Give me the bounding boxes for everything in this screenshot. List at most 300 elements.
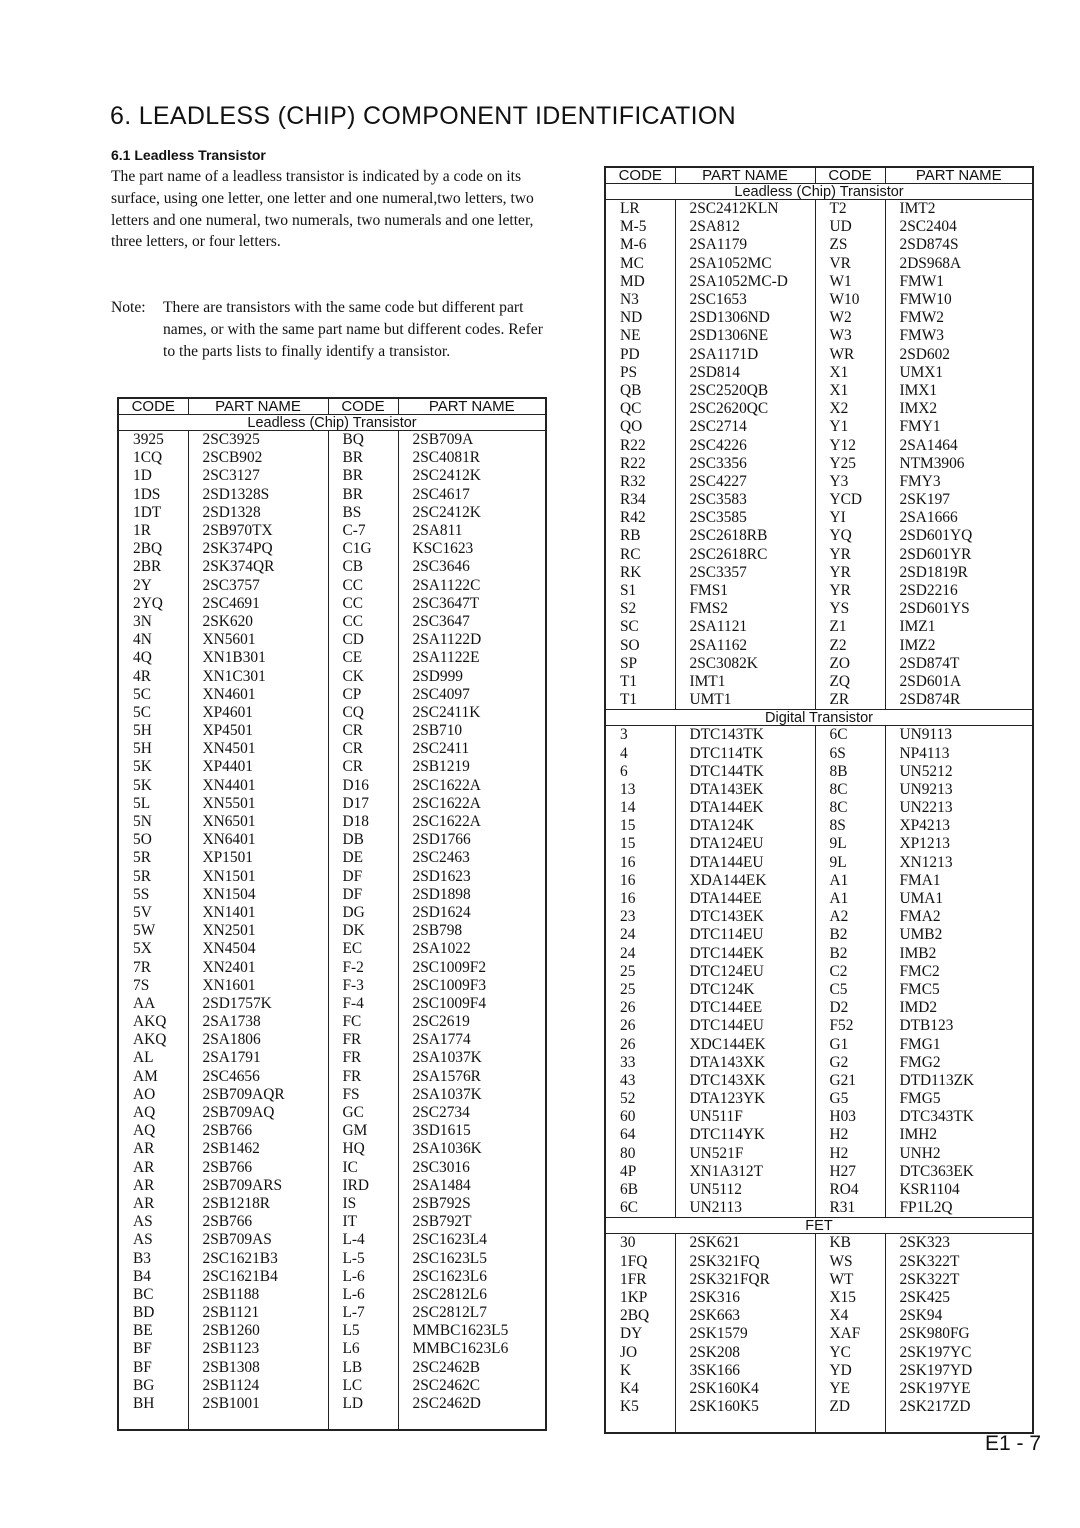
part-name-cell: 2SA1464	[885, 436, 1033, 454]
table-row	[118, 1304, 546, 1322]
part-name-cell: FMW2	[885, 309, 1033, 327]
table-row	[605, 1234, 1033, 1253]
code-cell: FS	[328, 1086, 398, 1104]
part-name-cell: 2SC1621B3	[188, 1249, 328, 1267]
part-name-cell: 2SC1622A	[398, 777, 546, 795]
code-cell: BR	[328, 486, 398, 504]
part-name-cell: 2SA1037K	[398, 1049, 546, 1067]
header-code: CODE	[815, 167, 885, 184]
code-cell: 8B	[815, 763, 885, 781]
table-row	[118, 1268, 546, 1286]
part-name-cell: XN5501	[188, 795, 328, 813]
part-name-cell: 2SA1666	[885, 509, 1033, 527]
part-name-cell: 2SA1738	[188, 1013, 328, 1031]
part-name-cell: 2SC2412KLN	[675, 200, 815, 219]
part-name-cell: 2SA1484	[398, 1177, 546, 1195]
part-name-cell: 2SK160K4	[675, 1380, 815, 1398]
code-cell: M-6	[620, 236, 647, 254]
empty-cell	[675, 1416, 815, 1433]
code-cell: SP	[620, 654, 638, 672]
code-cell: K	[620, 1361, 632, 1379]
part-name-cell: 2SD601A	[885, 673, 1033, 691]
part-name-cell: UN9113	[885, 726, 1033, 745]
code-cell: LC	[328, 1377, 398, 1395]
part-name-cell: XN6501	[188, 813, 328, 831]
code-cell: LD	[328, 1395, 398, 1413]
part-name-cell: 2SA1576R	[398, 1068, 546, 1086]
section-title: Digital Transistor	[605, 710, 1033, 726]
table-row	[605, 1362, 1033, 1380]
table-row	[605, 364, 1033, 382]
code-cell: X2	[815, 400, 885, 418]
empty-cell	[188, 1413, 328, 1430]
code-cell: G1	[815, 1035, 885, 1053]
table-row	[118, 1377, 546, 1395]
part-name-cell: 2SB798	[398, 922, 546, 940]
part-name-cell: XN4401	[188, 777, 328, 795]
code-cell: D18	[328, 813, 398, 831]
code-cell: DB	[328, 831, 398, 849]
part-name-cell: 2SD1306ND	[675, 309, 815, 327]
part-name-cell: DTA143EK	[675, 781, 815, 799]
code-cell: 6C	[815, 726, 885, 745]
part-name-cell: UN2213	[885, 799, 1033, 817]
table-row	[118, 522, 546, 540]
section-title: FET	[605, 1218, 1033, 1234]
part-name-cell: 2SB710	[398, 722, 546, 740]
part-name-cell: 2SB1218R	[188, 1195, 328, 1213]
part-name-cell: 2SC3647T	[398, 595, 546, 613]
code-cell: 5K	[133, 758, 152, 776]
table-row	[118, 1049, 546, 1067]
part-name-cell: 2SC2812L6	[398, 1286, 546, 1304]
part-name-cell: 2SC1621B4	[188, 1268, 328, 1286]
table-row	[605, 1145, 1033, 1163]
code-cell: YS	[815, 600, 885, 618]
part-name-cell: 2SD999	[398, 667, 546, 685]
part-name-cell: UMT1	[675, 691, 815, 710]
code-cell: BR	[328, 449, 398, 467]
table-row	[605, 817, 1033, 835]
table-row	[605, 1054, 1033, 1072]
part-name-cell: 2SB766	[188, 1213, 328, 1231]
part-name-cell: UN5112	[675, 1181, 815, 1199]
part-name-cell: 2SA1052MC	[675, 255, 815, 273]
code-cell: 1CQ	[133, 449, 163, 467]
code-cell: YE	[815, 1380, 885, 1398]
part-name-cell: 2SK217ZD	[885, 1398, 1033, 1416]
code-cell: 5O	[133, 831, 152, 849]
part-name-cell: FMG1	[885, 1035, 1033, 1053]
code-cell: D17	[328, 795, 398, 813]
code-cell: 3	[620, 726, 628, 744]
code-cell: DF	[328, 868, 398, 886]
part-name-cell: 2SC4656	[188, 1068, 328, 1086]
code-cell: X4	[815, 1307, 885, 1325]
code-cell: T1	[620, 672, 638, 690]
header-part-name: PART NAME	[675, 167, 815, 184]
section-header-row	[605, 710, 1033, 726]
header-code: CODE	[605, 167, 675, 184]
part-name-cell: 2SK197YC	[885, 1343, 1033, 1361]
table-row	[605, 546, 1033, 564]
part-name-cell: DTA124K	[675, 817, 815, 835]
table-row	[605, 400, 1033, 418]
part-name-cell: UMB2	[885, 926, 1033, 944]
part-name-cell: DTC143EK	[675, 908, 815, 926]
table-row	[118, 686, 546, 704]
part-name-cell: 2SK208	[675, 1343, 815, 1361]
part-name-cell: FMY1	[885, 418, 1033, 436]
table-row	[118, 995, 546, 1013]
part-name-cell: 2SK322T	[885, 1271, 1033, 1289]
code-cell: 16	[620, 871, 636, 889]
part-name-cell: FMW1	[885, 273, 1033, 291]
part-name-cell: DTC143XK	[675, 1072, 815, 1090]
part-name-cell: 2SK94	[885, 1307, 1033, 1325]
table-row	[118, 649, 546, 667]
part-name-cell: 2SB709A	[398, 431, 546, 450]
code-cell: 80	[620, 1144, 636, 1162]
part-name-cell: 2SC2620QC	[675, 400, 815, 418]
code-cell: QC	[620, 400, 642, 418]
part-name-cell: 2SA1052MC-D	[675, 273, 815, 291]
code-cell: R34	[620, 491, 646, 509]
code-cell: 7R	[133, 958, 151, 976]
code-cell: 43	[620, 1071, 636, 1089]
part-name-cell: 2SK425	[885, 1289, 1033, 1307]
note-text: There are transistors with the same code but different part names, or with the same part name but different codes. Refer to the parts lists to finally identify a transistor.	[163, 299, 543, 360]
table-row	[118, 904, 546, 922]
code-cell: AM	[133, 1067, 158, 1085]
part-name-cell: 2SC2462C	[398, 1377, 546, 1395]
part-name-cell: DTA143XK	[675, 1054, 815, 1072]
part-name-cell: XN1601	[188, 977, 328, 995]
code-cell: Y12	[815, 436, 885, 454]
table-row	[605, 600, 1033, 618]
code-cell: NE	[620, 327, 641, 345]
code-cell: 24	[620, 944, 636, 962]
table-row	[118, 1340, 546, 1358]
part-name-cell: KSR1104	[885, 1181, 1033, 1199]
part-name-cell: DTA124EU	[675, 835, 815, 853]
part-name-cell: DTC144EU	[675, 1017, 815, 1035]
part-name-cell: 2SA1806	[188, 1031, 328, 1049]
part-name-cell: 2SK374QR	[188, 558, 328, 576]
part-name-cell: 2SC2411K	[398, 704, 546, 722]
code-cell: PD	[620, 345, 640, 363]
table-row	[605, 908, 1033, 926]
code-cell: CC	[328, 595, 398, 613]
code-cell: JO	[620, 1343, 638, 1361]
code-cell: C2	[815, 963, 885, 981]
part-name-cell: 2SB1123	[188, 1340, 328, 1358]
part-name-cell: IMZ1	[885, 618, 1033, 636]
table-row	[605, 854, 1033, 872]
part-name-cell: 2SD2216	[885, 582, 1033, 600]
part-name-cell: XN4601	[188, 686, 328, 704]
code-cell: MD	[620, 272, 645, 290]
code-cell: 1DT	[133, 503, 162, 521]
code-cell: F-4	[328, 995, 398, 1013]
part-name-cell: KSC1623	[398, 540, 546, 558]
part-name-cell: 2SC2812L7	[398, 1304, 546, 1322]
code-cell: W10	[815, 291, 885, 309]
table-row	[118, 777, 546, 795]
part-name-cell: 2SC2404	[885, 218, 1033, 236]
table-row	[118, 631, 546, 649]
table-row	[118, 886, 546, 904]
part-name-cell: UN2113	[675, 1199, 815, 1218]
part-name-cell: MMBC1623L6	[398, 1340, 546, 1358]
part-name-cell: 2SB709AQR	[188, 1086, 328, 1104]
table-row	[118, 613, 546, 631]
table-row	[118, 1122, 546, 1140]
code-cell: 26	[620, 1035, 636, 1053]
part-name-cell: 2SB1121	[188, 1304, 328, 1322]
part-name-cell: 2SC1623L4	[398, 1231, 546, 1249]
code-cell: 5C	[133, 685, 151, 703]
code-cell: BF	[133, 1358, 152, 1376]
part-name-cell: XN1501	[188, 868, 328, 886]
part-name-cell: 2SD1624	[398, 904, 546, 922]
code-cell: 25	[620, 962, 636, 980]
table-row	[605, 1181, 1033, 1199]
code-cell: CB	[328, 558, 398, 576]
code-cell: KB	[815, 1234, 885, 1253]
part-name-cell: 2SC2412K	[398, 504, 546, 522]
code-cell: FR	[328, 1031, 398, 1049]
code-cell: AA	[133, 994, 156, 1012]
code-cell: AL	[133, 1049, 154, 1067]
code-cell: BF	[133, 1340, 152, 1358]
part-name-cell: 2SB1188	[188, 1286, 328, 1304]
empty-cell	[885, 1416, 1033, 1433]
table-row	[118, 577, 546, 595]
table-row	[605, 1343, 1033, 1361]
part-name-cell: 2SA1774	[398, 1031, 546, 1049]
table-row	[605, 945, 1033, 963]
code-cell: 8C	[815, 781, 885, 799]
table-row	[118, 667, 546, 685]
table-row	[118, 722, 546, 740]
part-name-cell: 2SC2411	[398, 740, 546, 758]
table-row	[605, 582, 1033, 600]
part-name-cell: XN1A312T	[675, 1163, 815, 1181]
part-name-cell: 2SC3585	[675, 509, 815, 527]
part-name-cell: DTC343TK	[885, 1108, 1033, 1126]
table-row	[605, 618, 1033, 636]
table-row	[605, 981, 1033, 999]
table-row	[118, 1213, 546, 1231]
code-cell: CC	[328, 577, 398, 595]
table-row	[605, 382, 1033, 400]
code-cell: R32	[620, 472, 646, 490]
table-row	[605, 1271, 1033, 1289]
table-row	[118, 813, 546, 831]
code-cell: ZR	[815, 691, 885, 710]
code-cell: 5N	[133, 813, 152, 831]
code-cell: B2	[815, 945, 885, 963]
note-label: Note:	[111, 299, 146, 316]
part-name-cell: 2SB709ARS	[188, 1177, 328, 1195]
part-name-cell: 2SC1623L6	[398, 1268, 546, 1286]
section-header-row	[605, 184, 1033, 200]
code-cell: B2	[815, 926, 885, 944]
table-row	[605, 655, 1033, 673]
table-row	[605, 491, 1033, 509]
part-name-cell: 2SC2520QB	[675, 382, 815, 400]
table-row	[605, 509, 1033, 527]
code-cell: AR	[133, 1194, 155, 1212]
part-name-cell: 2SA1179	[675, 236, 815, 254]
part-name-cell: 2SB1462	[188, 1140, 328, 1158]
part-name-cell: 2DS968A	[885, 255, 1033, 273]
table-row	[118, 740, 546, 758]
part-name-cell: 2SC3646	[398, 558, 546, 576]
table-row	[118, 1159, 546, 1177]
code-cell: L-7	[328, 1304, 398, 1322]
code-cell: 5V	[133, 903, 152, 921]
code-cell: RO4	[815, 1181, 885, 1199]
code-cell: H2	[815, 1126, 885, 1144]
empty-cell	[815, 1416, 885, 1433]
code-cell: A1	[815, 890, 885, 908]
part-name-cell: 2SA1037K	[398, 1086, 546, 1104]
part-name-cell: 2SC2618RC	[675, 546, 815, 564]
code-cell: K4	[620, 1379, 639, 1397]
table-header-row	[605, 167, 1033, 184]
part-name-cell: DTD113ZK	[885, 1072, 1033, 1090]
table-row	[605, 835, 1033, 853]
code-cell: 3925	[133, 431, 164, 449]
code-cell: AKQ	[133, 1013, 167, 1031]
part-name-cell: 2SK197YD	[885, 1362, 1033, 1380]
code-cell: GC	[328, 1104, 398, 1122]
empty-cell	[118, 1413, 188, 1430]
code-cell: A2	[815, 908, 885, 926]
part-name-cell: DTC114TK	[675, 744, 815, 762]
code-cell: DG	[328, 904, 398, 922]
part-name-cell: NP4113	[885, 744, 1033, 762]
code-cell: 5H	[133, 722, 152, 740]
part-name-cell: FMA2	[885, 908, 1033, 926]
code-cell: DK	[328, 922, 398, 940]
section-title: Leadless (Chip) Transistor	[605, 184, 1033, 200]
part-name-cell: XDC144EK	[675, 1035, 815, 1053]
code-cell: 8C	[815, 799, 885, 817]
table-row	[605, 963, 1033, 981]
code-cell: W3	[815, 327, 885, 345]
part-name-cell: XN1B301	[188, 649, 328, 667]
code-cell: YQ	[815, 527, 885, 545]
part-name-cell: XP4501	[188, 722, 328, 740]
part-name-cell: 2SD601YR	[885, 546, 1033, 564]
code-cell: 2BQ	[133, 540, 163, 558]
code-cell: 5H	[133, 740, 152, 758]
code-cell: B4	[133, 1267, 151, 1285]
part-name-cell: 2SA1022	[398, 940, 546, 958]
table-row	[605, 1108, 1033, 1126]
code-cell: HQ	[328, 1140, 398, 1158]
code-cell: IT	[328, 1213, 398, 1231]
code-cell: 7S	[133, 976, 150, 994]
table-row	[118, 958, 546, 976]
code-cell: AKQ	[133, 1031, 167, 1049]
table-row	[605, 890, 1033, 908]
table-row	[605, 1398, 1033, 1416]
part-name-cell: DTC143TK	[675, 726, 815, 745]
part-name-cell: 2SK323	[885, 1234, 1033, 1253]
part-name-cell: 2SD602	[885, 346, 1033, 364]
part-name-cell: 2SC2462D	[398, 1395, 546, 1413]
part-name-cell: XN6401	[188, 831, 328, 849]
part-name-cell: MMBC1623L5	[398, 1322, 546, 1340]
code-cell: 60	[620, 1108, 636, 1126]
part-name-cell: 2SB792S	[398, 1195, 546, 1213]
part-name-cell: FMG2	[885, 1054, 1033, 1072]
section-header-row	[605, 1218, 1033, 1234]
part-name-cell: 2SB792T	[398, 1213, 546, 1231]
part-name-cell: 2SC4097	[398, 686, 546, 704]
part-name-cell: 2SC3647	[398, 613, 546, 631]
table-row	[118, 1086, 546, 1104]
part-name-cell: 2SA1121	[675, 618, 815, 636]
table-row	[118, 1177, 546, 1195]
part-name-cell: 2SD1306NE	[675, 327, 815, 345]
code-cell: WR	[815, 346, 885, 364]
code-cell: GM	[328, 1122, 398, 1140]
code-cell: IS	[328, 1195, 398, 1213]
table-row	[118, 540, 546, 558]
code-cell: H27	[815, 1163, 885, 1181]
code-cell: 5X	[133, 940, 152, 958]
table-row	[118, 1395, 546, 1413]
right-parts-table	[604, 166, 1034, 1434]
part-name-cell: 2SC1009F3	[398, 977, 546, 995]
code-cell: CR	[328, 758, 398, 776]
table-row	[605, 637, 1033, 655]
part-name-cell: XP1501	[188, 849, 328, 867]
part-name-cell: IMH2	[885, 1126, 1033, 1144]
code-cell: H2	[815, 1145, 885, 1163]
part-name-cell: 2SA812	[675, 218, 815, 236]
part-name-cell: FMG5	[885, 1090, 1033, 1108]
part-name-cell: 2SC3356	[675, 455, 815, 473]
part-name-cell: 2SC4617	[398, 486, 546, 504]
code-cell: AQ	[133, 1104, 156, 1122]
code-cell: 15	[620, 817, 636, 835]
code-cell: 23	[620, 908, 636, 926]
code-cell: ZO	[815, 655, 885, 673]
code-cell: WT	[815, 1271, 885, 1289]
table-row	[118, 467, 546, 485]
part-name-cell: DTA144EK	[675, 799, 815, 817]
code-cell: 30	[620, 1234, 636, 1252]
code-cell: BQ	[328, 431, 398, 450]
code-cell: FR	[328, 1049, 398, 1067]
code-cell: BR	[328, 467, 398, 485]
code-cell: 33	[620, 1053, 636, 1071]
note-block	[111, 297, 561, 362]
code-cell: R22	[620, 436, 646, 454]
part-name-cell: 2SK620	[188, 613, 328, 631]
table-row	[118, 1286, 546, 1304]
table-row	[605, 1017, 1033, 1035]
code-cell: D16	[328, 777, 398, 795]
code-cell: ZD	[815, 1398, 885, 1416]
code-cell: 2BQ	[620, 1307, 650, 1325]
